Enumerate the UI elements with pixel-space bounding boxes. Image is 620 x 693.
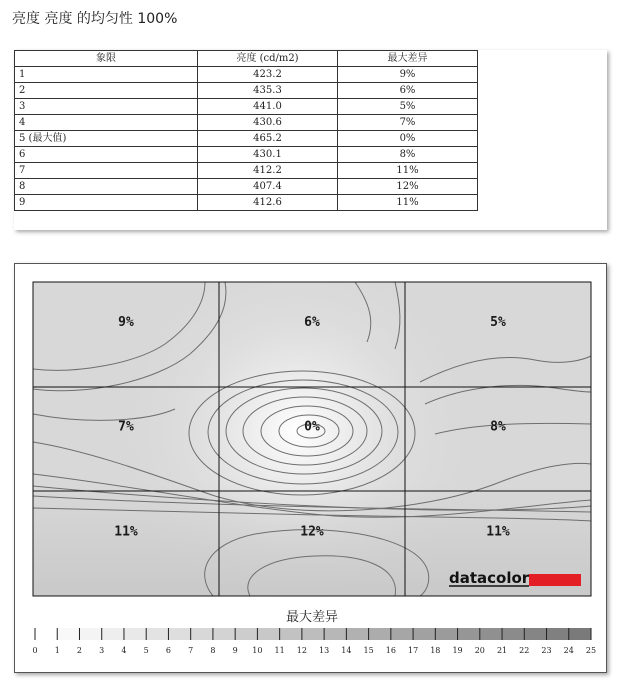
legend-tick-label: 2: [76, 646, 83, 655]
legend-swatch: [569, 628, 591, 640]
legend-swatch: [547, 628, 569, 640]
legend-tick-label: 11: [274, 646, 285, 655]
uniformity-table: [14, 50, 478, 211]
cell-luminance: 441.0: [198, 99, 338, 115]
legend-tick-label: 5: [143, 646, 149, 655]
legend-swatch: [324, 628, 346, 640]
table-row: [15, 195, 478, 211]
legend-swatch: [213, 628, 235, 640]
legend-tick-label: 23: [541, 646, 552, 655]
datacolor-logo-bar: [529, 574, 581, 586]
table-row: [15, 83, 478, 99]
legend-swatch: [257, 628, 279, 640]
quadrant-label-8: 12%: [300, 524, 324, 540]
table-row: [15, 163, 478, 179]
legend-tick-label: 4: [121, 646, 127, 655]
cell-deviation: 12%: [338, 179, 478, 195]
legend-swatch: [57, 628, 79, 640]
cell-luminance: 407.4: [198, 179, 338, 195]
cell-deviation: 0%: [338, 131, 478, 147]
legend-title: 最大差异: [285, 610, 339, 625]
legend-swatch: [35, 628, 57, 640]
datacolor-logo-text: datacolor: [449, 569, 530, 587]
legend-tick-label: 25: [585, 646, 597, 655]
quadrant-label-1: 9%: [118, 314, 134, 330]
cell-luminance: 465.2: [198, 131, 338, 147]
legend-tick-label: 17: [407, 646, 419, 655]
header-quadrant: 象限: [15, 51, 198, 67]
legend-tick-label: 7: [188, 646, 194, 655]
cell-luminance: 430.1: [198, 147, 338, 163]
legend-tick-label: 21: [496, 646, 508, 655]
legend-tick-label: 20: [474, 646, 485, 655]
legend-swatch: [102, 628, 124, 640]
uniformity-chart-panel: [14, 263, 607, 673]
quadrant-label-3: 5%: [490, 314, 506, 330]
quadrant-label-4: 7%: [118, 419, 134, 435]
legend-tick-label: 12: [296, 646, 307, 655]
cell-quadrant: 1: [15, 67, 198, 83]
table-row: [15, 131, 478, 147]
legend-swatch: [124, 628, 146, 640]
cell-luminance: 412.2: [198, 163, 338, 179]
legend-swatch: [524, 628, 546, 640]
table-row: [15, 115, 478, 131]
header-max-deviation: 最大差异: [338, 51, 478, 67]
quadrant-label-6: 8%: [490, 419, 506, 435]
legend-tick-label: 15: [363, 646, 374, 655]
legend-tick-label: 9: [232, 646, 238, 655]
page-title: 亮度 亮度 的均匀性 100%: [12, 11, 178, 27]
header-luminance: 亮度 (cd/m2): [198, 51, 338, 67]
table-header-row: [15, 51, 478, 67]
legend-tick-label: 19: [452, 646, 463, 655]
quadrant-label-9: 11%: [486, 524, 510, 540]
cell-luminance: 423.2: [198, 67, 338, 83]
uniformity-heatmap: [15, 264, 608, 674]
cell-deviation: 6%: [338, 83, 478, 99]
legend-swatch: [435, 628, 457, 640]
legend-swatch: [146, 628, 168, 640]
cell-deviation: 9%: [338, 67, 478, 83]
cell-deviation: 11%: [338, 163, 478, 179]
legend-swatch: [79, 628, 101, 640]
table-row: [15, 179, 478, 195]
legend-swatch: [480, 628, 502, 640]
legend-tick-label: 24: [563, 646, 574, 655]
cell-deviation: 7%: [338, 115, 478, 131]
cell-quadrant: 9: [15, 195, 198, 211]
cell-quadrant: 6: [15, 147, 198, 163]
cell-quadrant: 8: [15, 179, 198, 195]
quadrant-label-5: 0%: [304, 419, 320, 435]
table-row: [15, 147, 478, 163]
legend-swatch: [168, 628, 190, 640]
legend-tick-label: 10: [252, 646, 263, 655]
cell-quadrant: 4: [15, 115, 198, 131]
legend-tick-label: 13: [319, 646, 330, 655]
legend-swatch: [369, 628, 391, 640]
legend-swatch: [280, 628, 302, 640]
quadrant-label-2: 6%: [304, 314, 320, 330]
uniformity-table-panel: [14, 50, 607, 230]
cell-luminance: 412.6: [198, 195, 338, 211]
legend-swatch: [191, 628, 213, 640]
legend-swatch: [235, 628, 257, 640]
legend-swatch: [458, 628, 480, 640]
legend-tick-label: 14: [341, 646, 352, 655]
cell-quadrant: 2: [15, 83, 198, 99]
table-row: [15, 67, 478, 83]
legend-swatch: [502, 628, 524, 640]
legend-tick-label: 0: [32, 646, 38, 655]
legend-tick-label: 16: [385, 646, 396, 655]
legend-swatch: [302, 628, 324, 640]
legend-tick-label: 6: [165, 646, 171, 655]
cell-deviation: 5%: [338, 99, 478, 115]
cell-luminance: 435.3: [198, 83, 338, 99]
cell-quadrant: 5 (最大值): [15, 131, 198, 147]
legend-scale: [32, 628, 596, 655]
cell-quadrant: 3: [15, 99, 198, 115]
legend-swatch: [391, 628, 413, 640]
cell-quadrant: 7: [15, 163, 198, 179]
cell-luminance: 430.6: [198, 115, 338, 131]
cell-deviation: 11%: [338, 195, 478, 211]
table-row: [15, 99, 478, 115]
cell-deviation: 8%: [338, 147, 478, 163]
legend-tick-label: 22: [519, 646, 530, 655]
legend-swatch: [413, 628, 435, 640]
legend-tick-label: 18: [430, 646, 441, 655]
legend-tick-label: 8: [210, 646, 216, 655]
legend-swatch: [346, 628, 368, 640]
quadrant-label-7: 11%: [114, 524, 138, 540]
legend-tick-label: 1: [54, 646, 60, 655]
legend-tick-label: 3: [99, 646, 105, 655]
